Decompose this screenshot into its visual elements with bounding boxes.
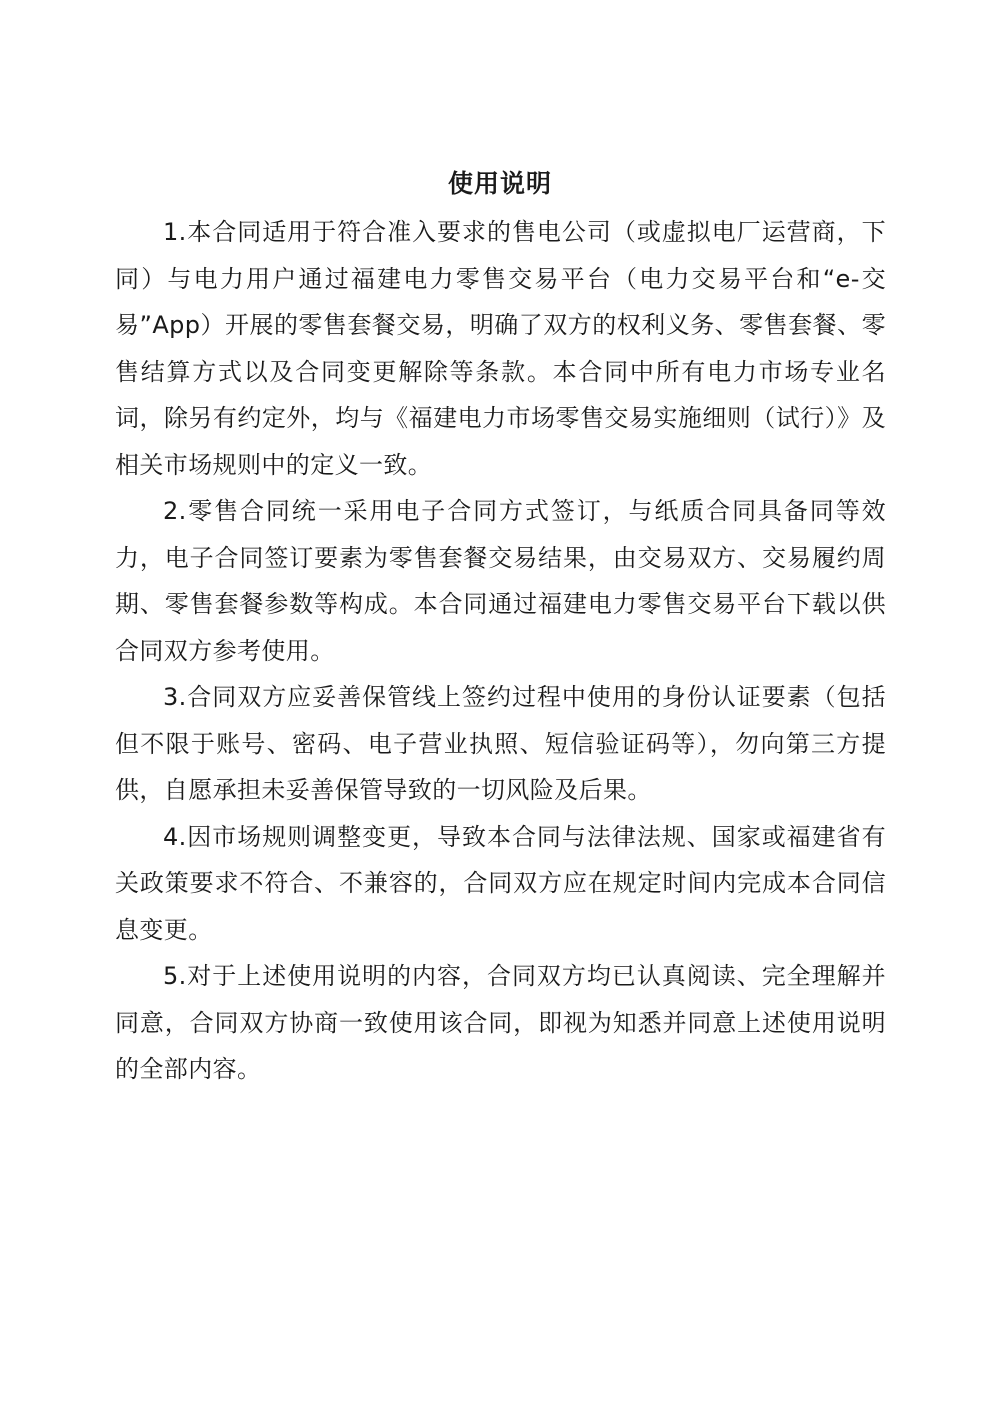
paragraph-3: 3.合同双方应妥善保管线上签约过程中使用的身份认证要素（包括但不限于账号、密码、电子营业执照、短信验证码等），勿向第三方提供，自愿承担未妥善保管导致的一切风险及后果。 [115, 683, 886, 804]
document-title: 使用说明 [447, 169, 552, 198]
document-body [115, 209, 886, 1093]
paragraph-2: 2.零售合同统一采用电子合同方式签订，与纸质合同具备同等效力，电子合同签订要素为零售套餐交易结果，由交易双方、交易履约周期、零售套餐参数等构成。本合同通过福建电力零售交易平台下载以供合同双方参考使用。 [115, 497, 886, 665]
paragraph-1: 1.本合同适用于符合准入要求的售电公司（或虚拟电厂运营商，下同）与电力用户通过福建电力零售交易平台（电力交易平台和“e-交易”App）开展的零售套餐交易，明确了双方的权利义务、零售套餐、零售结算方式以及合同变更解除等条款。本合同中所有电力市场专业名词，除另有约定外，均与《福建电力市场零售交易实施细则（试行）》及相关市场规则中的定义一致。 [115, 218, 886, 479]
paragraph-4: 4.因市场规则调整变更，导致本合同与法律法规、国家或福建省有关政策要求不符合、不兼容的，合同双方应在规定时间内完成本合同信息变更。 [115, 822, 886, 944]
paragraph-5: 5.对于上述使用说明的内容，合同双方均已认真阅读、完全理解并同意，合同双方协商一致使用该合同，即视为知悉并同意上述使用说明的全部内容。 [115, 962, 886, 1083]
